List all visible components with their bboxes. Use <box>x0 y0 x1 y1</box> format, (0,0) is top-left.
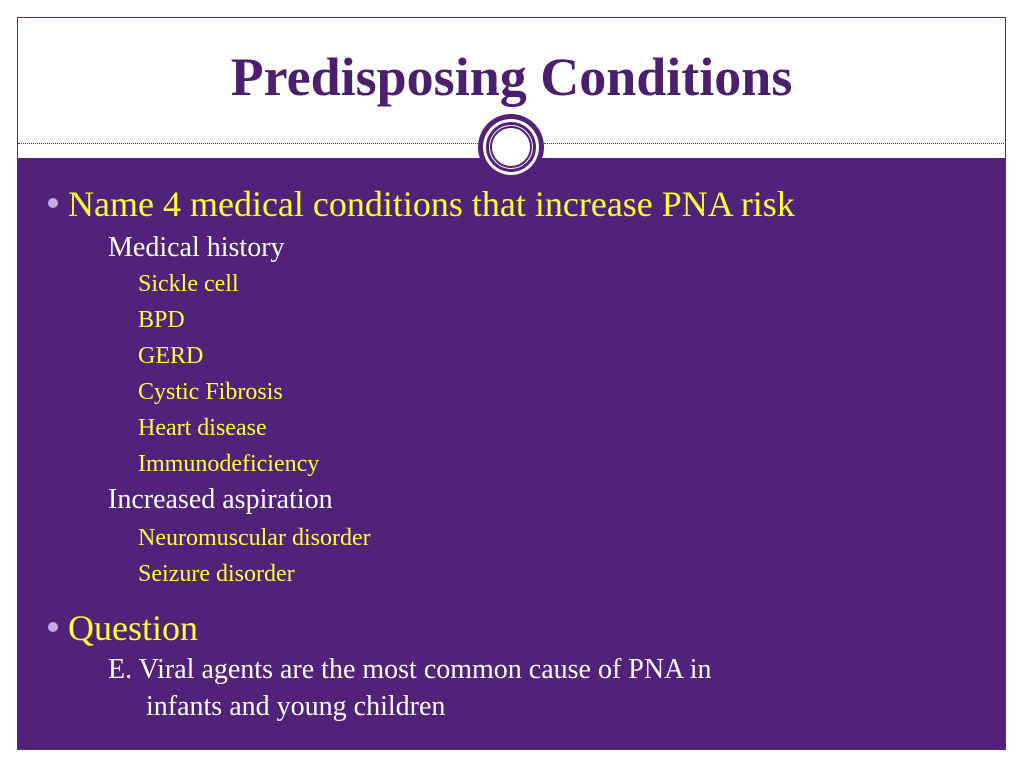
bullet-text: Name 4 medical conditions that increase PNA risk <box>68 184 795 224</box>
circle-ornament-icon <box>478 114 544 180</box>
slide <box>17 17 1006 750</box>
sub-heading: Medical history <box>108 232 285 263</box>
content-panel <box>18 158 1005 749</box>
answer-line: E. Viral agents are the most common cause of PNA in <box>108 654 712 685</box>
bullet-dot-icon <box>48 622 58 632</box>
list-item: Cystic Fibrosis <box>138 379 283 405</box>
circle-ornament-core <box>490 126 532 168</box>
bullet-item <box>48 186 795 222</box>
list-item: Heart disease <box>138 415 267 441</box>
list-item: Immunodeficiency <box>138 451 320 477</box>
title-divider-right <box>544 143 1006 144</box>
list-item: Seizure disorder <box>138 561 295 587</box>
circle-ornament-ring <box>486 122 536 172</box>
list-item: GERD <box>138 343 204 369</box>
sub-heading: Increased aspiration <box>108 484 333 515</box>
bullet-text: Question <box>68 608 198 648</box>
list-item: Sickle cell <box>138 271 239 297</box>
list-item: BPD <box>138 307 185 333</box>
bullet-item <box>48 610 198 646</box>
answer-line: infants and young children <box>146 690 446 722</box>
answer-text <box>108 652 908 726</box>
slide-title: Predisposing Conditions <box>230 47 793 107</box>
title-divider-left <box>18 143 480 144</box>
list-item: Neuromuscular disorder <box>138 525 371 551</box>
bullet-dot-icon <box>48 198 58 208</box>
